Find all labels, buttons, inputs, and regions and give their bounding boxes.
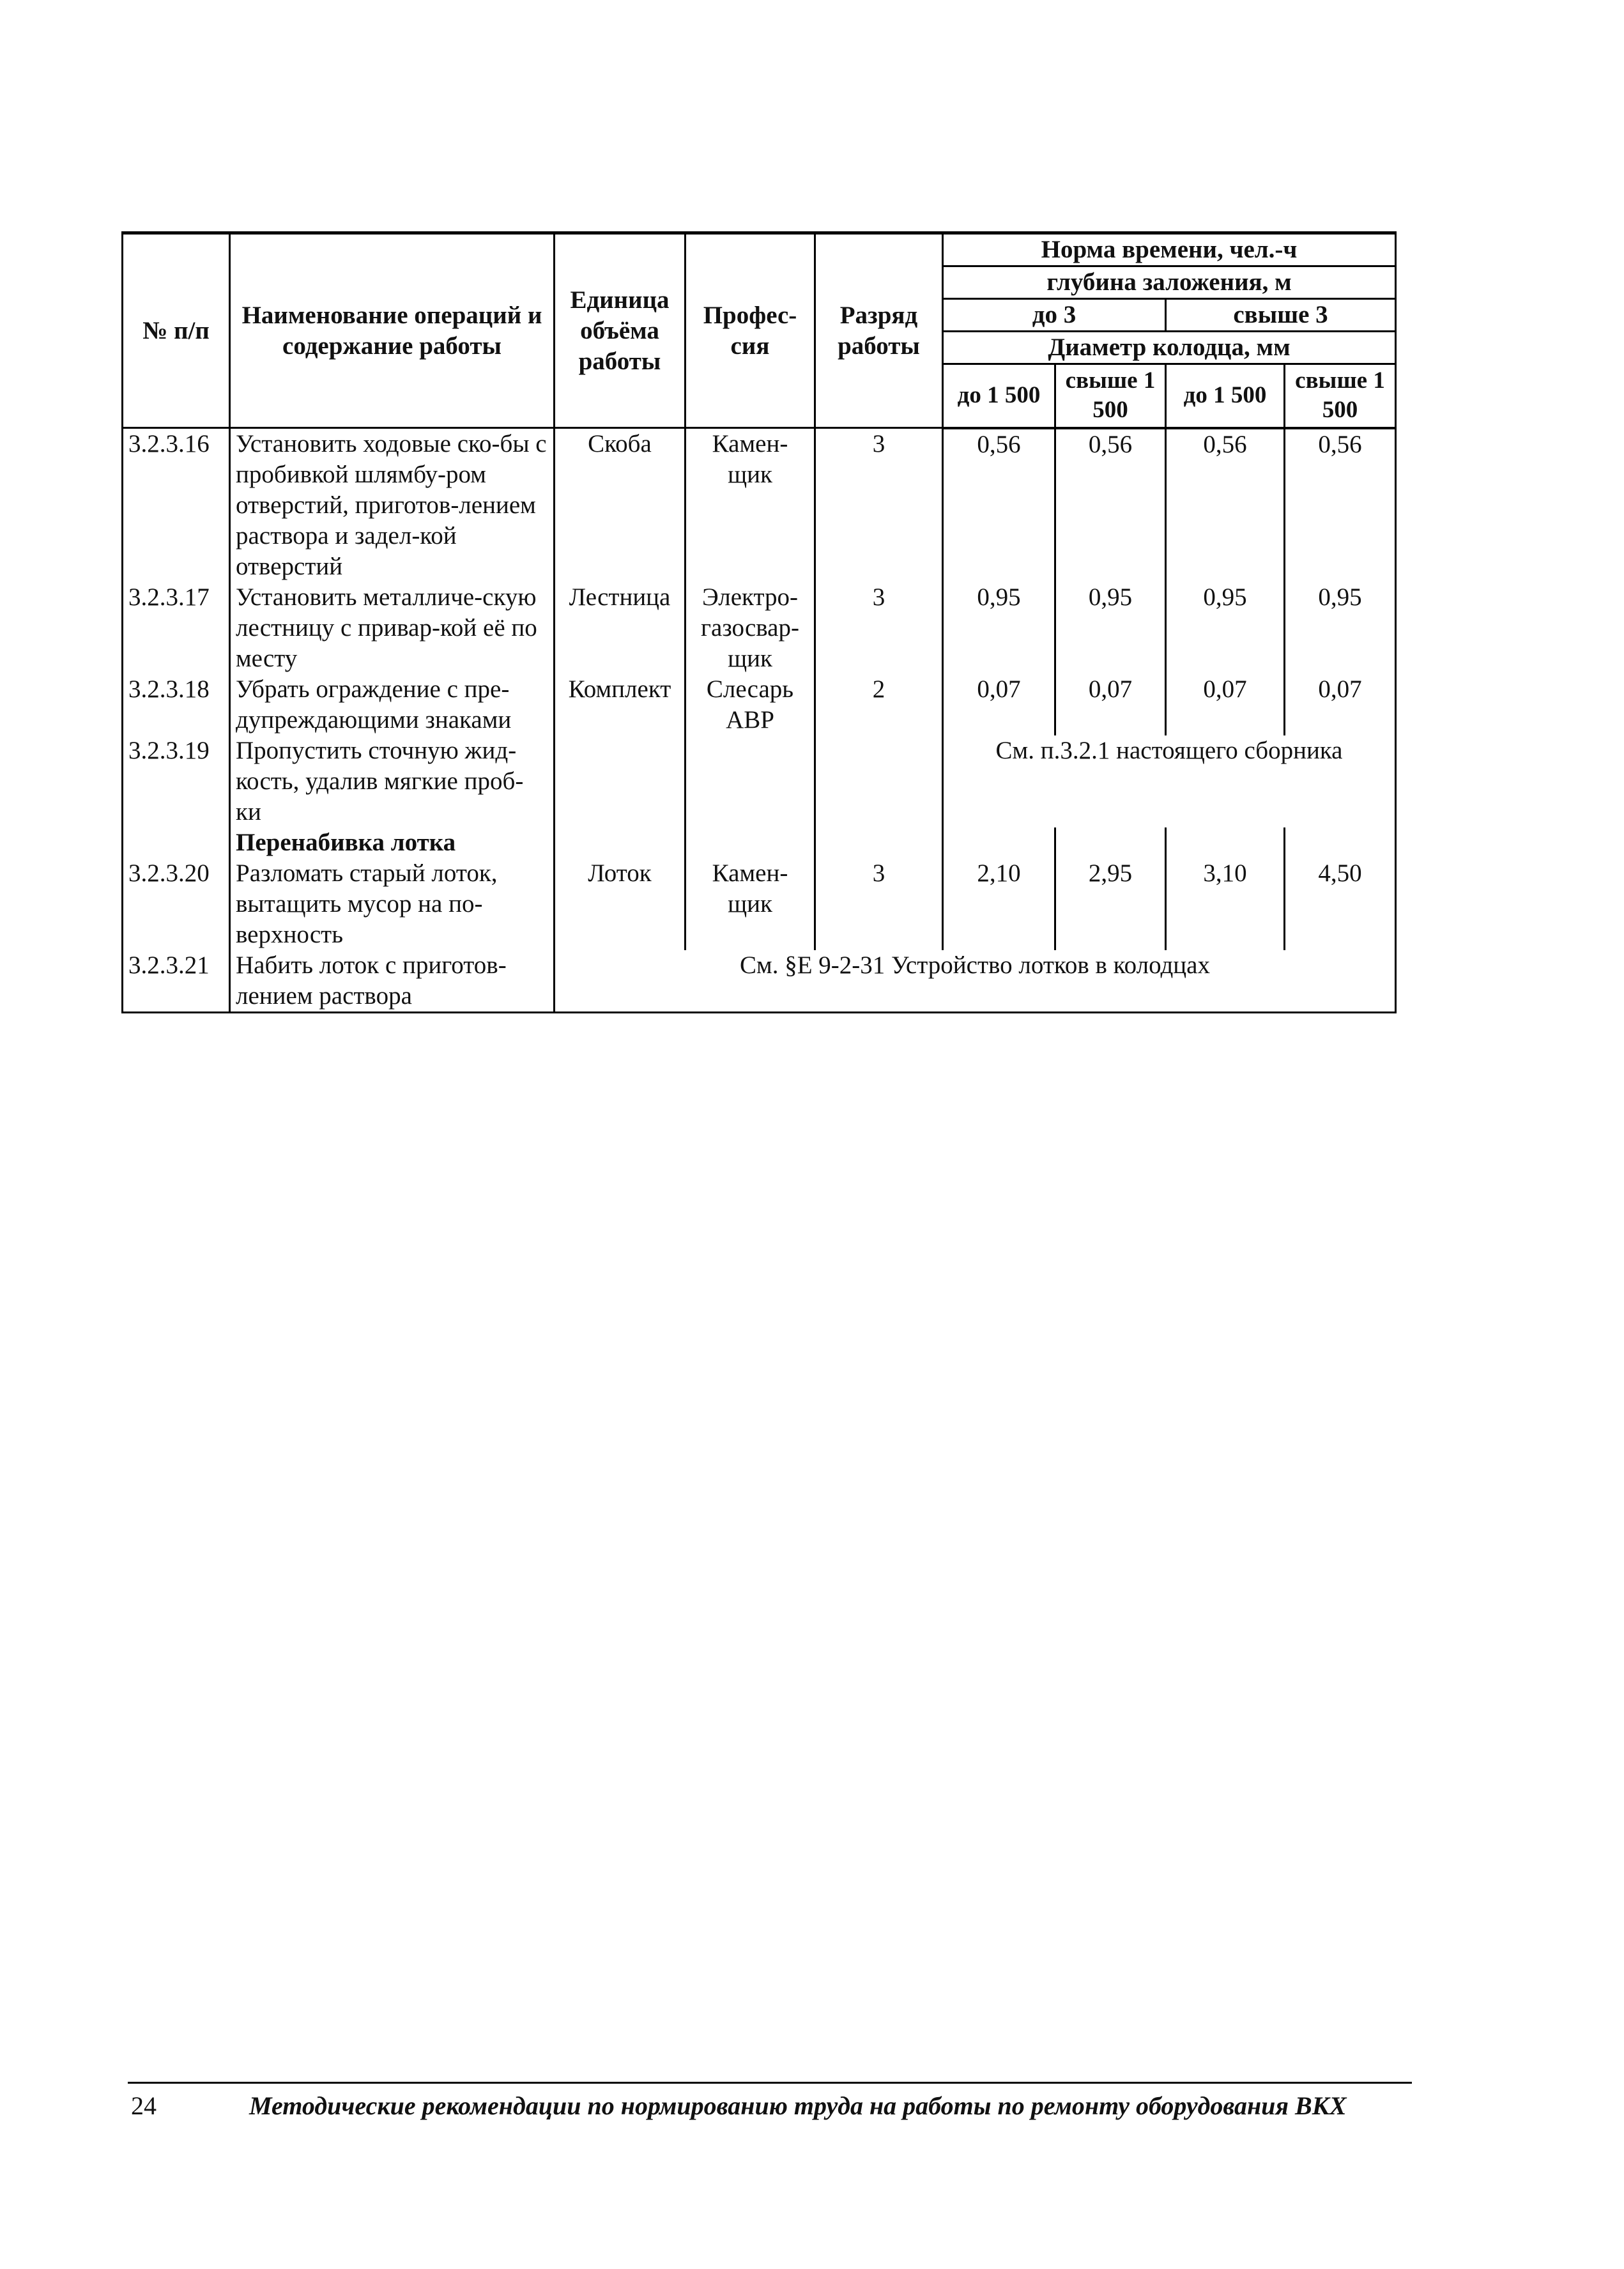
norms-table bbox=[121, 231, 1397, 1013]
header-dia-1: до 1 500 bbox=[943, 364, 1055, 428]
table-row bbox=[123, 674, 1396, 735]
row-value: 0,07 bbox=[943, 674, 1055, 735]
row-value: 4,50 bbox=[1285, 858, 1396, 950]
row-value: 0,95 bbox=[943, 582, 1055, 674]
section-cell-empty bbox=[686, 827, 815, 858]
row-num: 3.2.3.19 bbox=[123, 735, 230, 827]
header-name: Наименование операций и содержание работы bbox=[230, 233, 555, 428]
row-note: См. §Е 9-2-31 Устройство лотков в колодцах bbox=[555, 950, 1396, 1013]
table-row bbox=[123, 950, 1396, 1013]
row-grade: 3 bbox=[815, 582, 943, 674]
row-value: 3,10 bbox=[1166, 858, 1285, 950]
header-dia-3: до 1 500 bbox=[1166, 364, 1285, 428]
header-dia-4: свыше 1 500 bbox=[1285, 364, 1396, 428]
table-row bbox=[123, 735, 1396, 827]
row-name: Убрать ограждение с пре-дупреждающими знаками bbox=[230, 674, 555, 735]
row-value: 0,56 bbox=[1166, 428, 1285, 583]
row-unit: Лоток bbox=[555, 858, 686, 950]
header-depth-upto: до 3 bbox=[943, 299, 1166, 332]
section-cell-empty bbox=[943, 827, 1055, 858]
row-num: 3.2.3.17 bbox=[123, 582, 230, 674]
row-value: 0,07 bbox=[1285, 674, 1396, 735]
row-grade: 2 bbox=[815, 674, 943, 735]
row-num: 3.2.3.18 bbox=[123, 674, 230, 735]
row-unit: Комплект bbox=[555, 674, 686, 735]
section-num-empty bbox=[123, 827, 230, 858]
section-cell-empty bbox=[555, 827, 686, 858]
section-cell-empty bbox=[1285, 827, 1396, 858]
header-diameter: Диаметр колодца, мм bbox=[943, 332, 1396, 364]
section-row bbox=[123, 827, 1396, 858]
row-name: Пропустить сточную жид-кость, удалив мягкие проб-ки bbox=[230, 735, 555, 827]
row-grade-empty bbox=[815, 735, 943, 827]
section-title: Перенабивка лотка bbox=[230, 827, 555, 858]
header-grade: Разряд работы bbox=[815, 233, 943, 428]
row-name: Набить лоток с приготов-лением раствора bbox=[230, 950, 555, 1013]
row-value: 0,56 bbox=[943, 428, 1055, 583]
row-value: 0,95 bbox=[1285, 582, 1396, 674]
header-depth-over: свыше 3 bbox=[1166, 299, 1396, 332]
header-unit: Единица объёма работы bbox=[555, 233, 686, 428]
row-name: Разломать старый лоток, вытащить мусор на по-верхность bbox=[230, 858, 555, 950]
row-name: Установить металличе-скую лестницу с привар-кой её по месту bbox=[230, 582, 555, 674]
header-dia-2: свыше 1 500 bbox=[1055, 364, 1166, 428]
row-value: 0,56 bbox=[1055, 428, 1166, 583]
row-unit-empty bbox=[555, 735, 686, 827]
row-grade: 3 bbox=[815, 858, 943, 950]
footer-rule bbox=[128, 2082, 1412, 2084]
row-profession-empty bbox=[686, 735, 815, 827]
table-row bbox=[123, 858, 1396, 950]
row-value: 0,56 bbox=[1285, 428, 1396, 583]
row-unit: Скоба bbox=[555, 428, 686, 583]
page-number: 24 bbox=[131, 2091, 157, 2120]
header-depth: глубина заложения, м bbox=[943, 266, 1396, 299]
row-grade: 3 bbox=[815, 428, 943, 583]
row-num: 3.2.3.21 bbox=[123, 950, 230, 1013]
row-value: 0,07 bbox=[1055, 674, 1166, 735]
section-cell-empty bbox=[815, 827, 943, 858]
footer-title: Методические рекомендации по нормированию труда на работы по ремонту оборудования ВКХ bbox=[249, 2091, 1347, 2120]
row-profession: Камен-щик bbox=[686, 858, 815, 950]
row-profession: Камен-щик bbox=[686, 428, 815, 583]
section-cell-empty bbox=[1166, 827, 1285, 858]
row-unit: Лестница bbox=[555, 582, 686, 674]
table-row bbox=[123, 428, 1396, 583]
header-norm-time: Норма времени, чел.-ч bbox=[943, 233, 1396, 266]
row-profession: Слесарь АВР bbox=[686, 674, 815, 735]
row-name: Установить ходовые ско-бы с пробивкой шлямбу-ром отверстий, приготов-лением раствора и задел-кой отверстий bbox=[230, 428, 555, 583]
row-value: 0,07 bbox=[1166, 674, 1285, 735]
row-value: 0,95 bbox=[1055, 582, 1166, 674]
row-num: 3.2.3.20 bbox=[123, 858, 230, 950]
row-value: 2,95 bbox=[1055, 858, 1166, 950]
header-num: № п/п bbox=[123, 233, 230, 428]
header-profession: Профес-сия bbox=[686, 233, 815, 428]
table-body bbox=[123, 428, 1396, 1013]
table-header bbox=[123, 233, 1396, 428]
row-value: 2,10 bbox=[943, 858, 1055, 950]
row-profession: Электро-газосвар-щик bbox=[686, 582, 815, 674]
table-row bbox=[123, 582, 1396, 674]
row-num: 3.2.3.16 bbox=[123, 428, 230, 583]
section-cell-empty bbox=[1055, 827, 1166, 858]
row-note: См. п.3.2.1 настоящего сборника bbox=[943, 735, 1396, 827]
row-value: 0,95 bbox=[1166, 582, 1285, 674]
